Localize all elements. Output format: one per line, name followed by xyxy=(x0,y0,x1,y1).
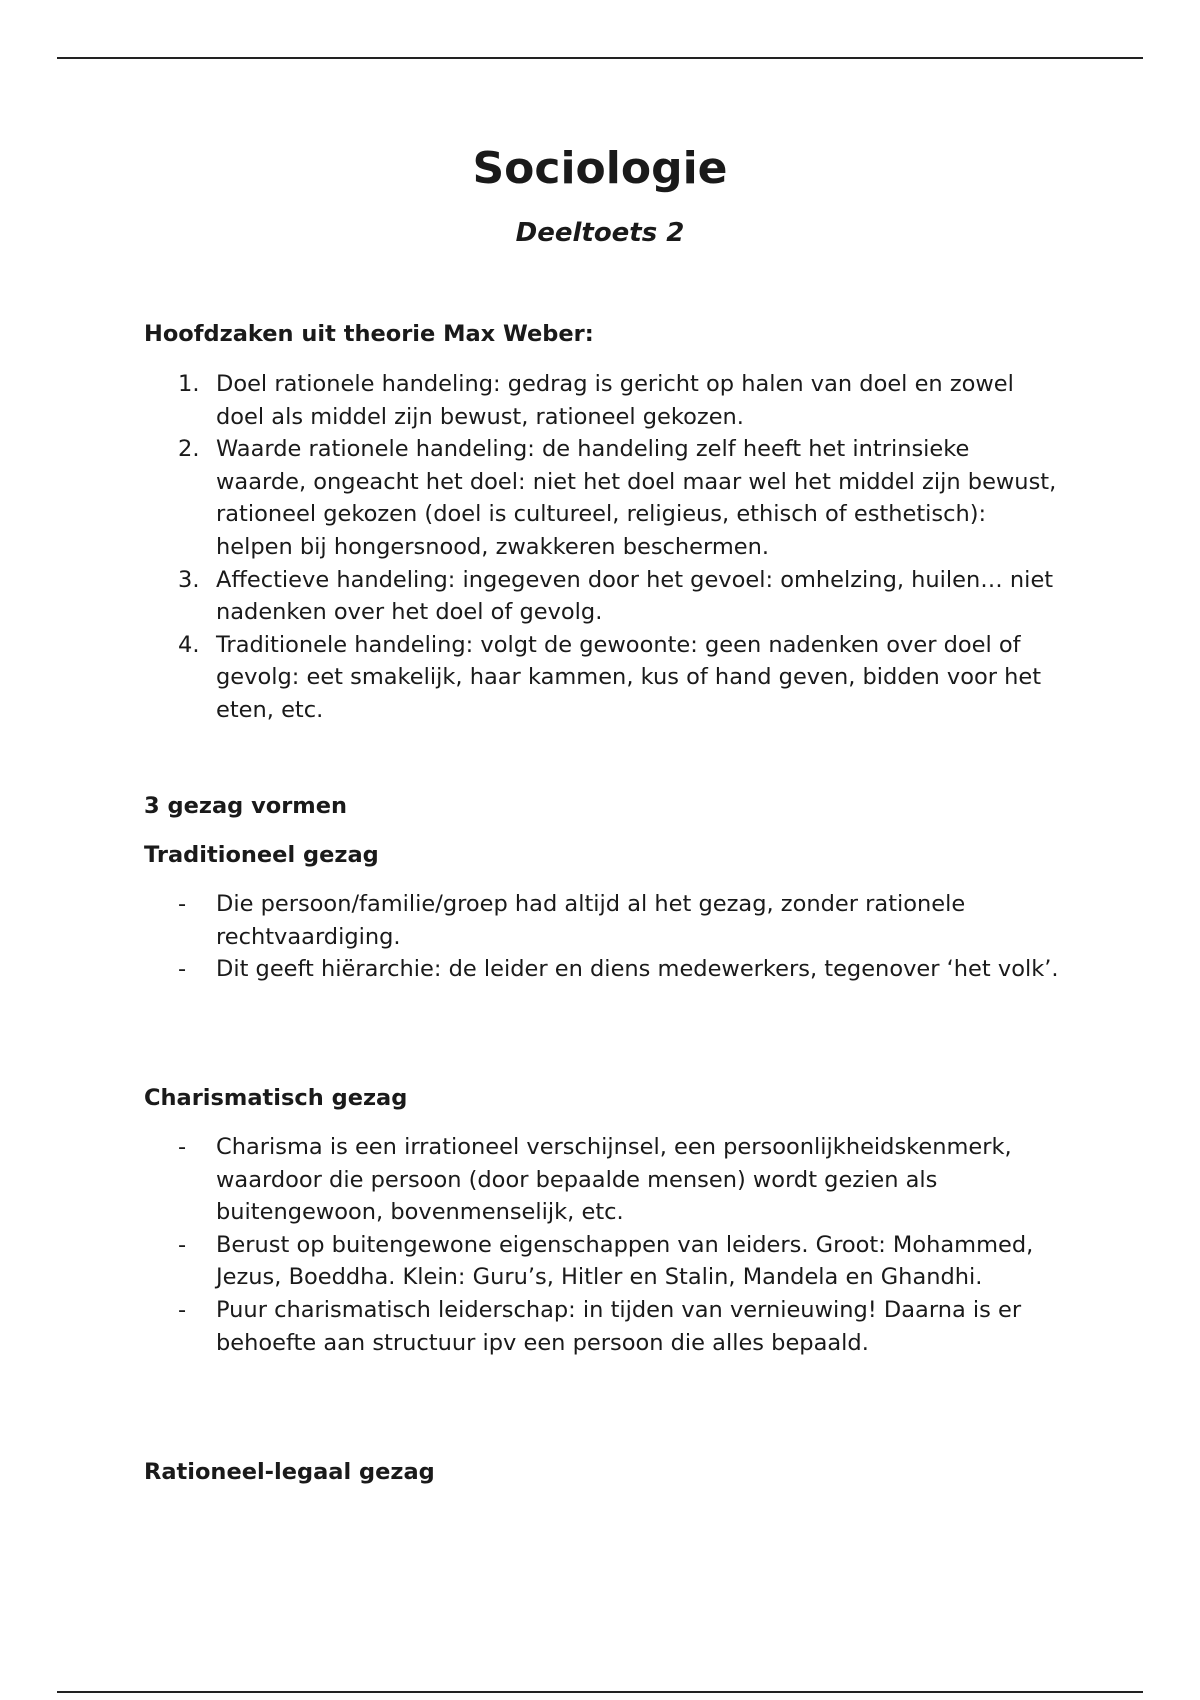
list-item xyxy=(144,1131,1064,1229)
bottom-rule xyxy=(57,1691,1143,1693)
list-item-text: Berust op buitengewone eigenschappen van leiders. Groot: Mohammed, Jezus, Boeddha. Klein: Guru’s, Hitler en Stalin, Mandela en Ghandhi. xyxy=(216,1231,1034,1291)
weber-list xyxy=(144,368,1064,727)
traditioneel-heading: Traditioneel gezag xyxy=(144,842,379,868)
document-title: Sociologie xyxy=(472,143,728,194)
list-marker: - xyxy=(178,891,187,917)
list-item xyxy=(144,1229,1064,1294)
list-item-text: Affectieve handeling: ingegeven door het gevoel: omhelzing, huilen… niet nadenken over het doel of gevolg. xyxy=(216,566,1054,626)
list-item-text: Waarde rationele handeling: de handeling zelf heeft het intrinsieke waarde, ongeacht het doel: niet het doel maar wel het middel zijn bewust, rationeel gekozen (doel is cultureel, religieus, ethisch of esthetisch): helpen bij hongersnood, zwakkeren beschermen. xyxy=(216,436,1057,560)
list-item xyxy=(144,953,1064,986)
list-item-text: Die persoon/familie/groep had altijd al het gezag, zonder rationele rechtvaardiging. xyxy=(216,891,966,950)
list-item xyxy=(144,888,1064,953)
list-marker: 3. xyxy=(178,566,200,593)
list-marker: - xyxy=(178,1296,187,1323)
list-marker: 4. xyxy=(178,631,200,658)
list-item-text: Charisma is een irrationeel verschijnsel, een persoonlijkheidskenmerk, waardoor die persoon (door bepaalde mensen) wordt gezien als buitengewoon, bovenmenselijk, etc. xyxy=(216,1134,1012,1226)
document-subtitle: Deeltoets 2 xyxy=(515,218,685,248)
rationeel-legaal-heading: Rationeel-legaal gezag xyxy=(144,1459,435,1485)
traditioneel-list xyxy=(144,888,1064,986)
charismatisch-list xyxy=(144,1131,1064,1359)
list-item xyxy=(144,368,1064,433)
list-item xyxy=(144,1294,1064,1359)
list-item xyxy=(144,564,1064,629)
list-marker: - xyxy=(178,1231,187,1258)
list-marker: 2. xyxy=(178,436,200,463)
list-marker: - xyxy=(178,956,187,983)
charismatisch-heading: Charismatisch gezag xyxy=(144,1085,408,1111)
list-item-text: Puur charismatisch leiderschap: in tijden van vernieuwing! Daarna is er behoefte aan structuur ipv een persoon die alles bepaald. xyxy=(216,1296,1022,1356)
list-marker: - xyxy=(178,1134,187,1160)
list-item-text: Traditionele handeling: volgt de gewoonte: geen nadenken over doel of gevolg: eet smakelijk, haar kammen, kus of hand geven, bidden voor het eten, etc. xyxy=(216,631,1042,723)
list-item-text: Dit geeft hiërarchie: de leider en diens medewerkers, tegenover ‘het volk’. xyxy=(216,956,1059,983)
weber-heading: Hoofdzaken uit theorie Max Weber: xyxy=(144,321,594,347)
gezag-vormen-heading: 3 gezag vormen xyxy=(144,793,348,819)
list-marker: 1. xyxy=(178,371,200,397)
top-rule xyxy=(57,57,1143,59)
list-item-text: Doel rationele handeling: gedrag is gericht op halen van doel en zowel doel als middel zijn bewust, rationeel gekozen. xyxy=(216,371,1014,430)
list-item xyxy=(144,433,1064,563)
list-item xyxy=(144,629,1064,727)
